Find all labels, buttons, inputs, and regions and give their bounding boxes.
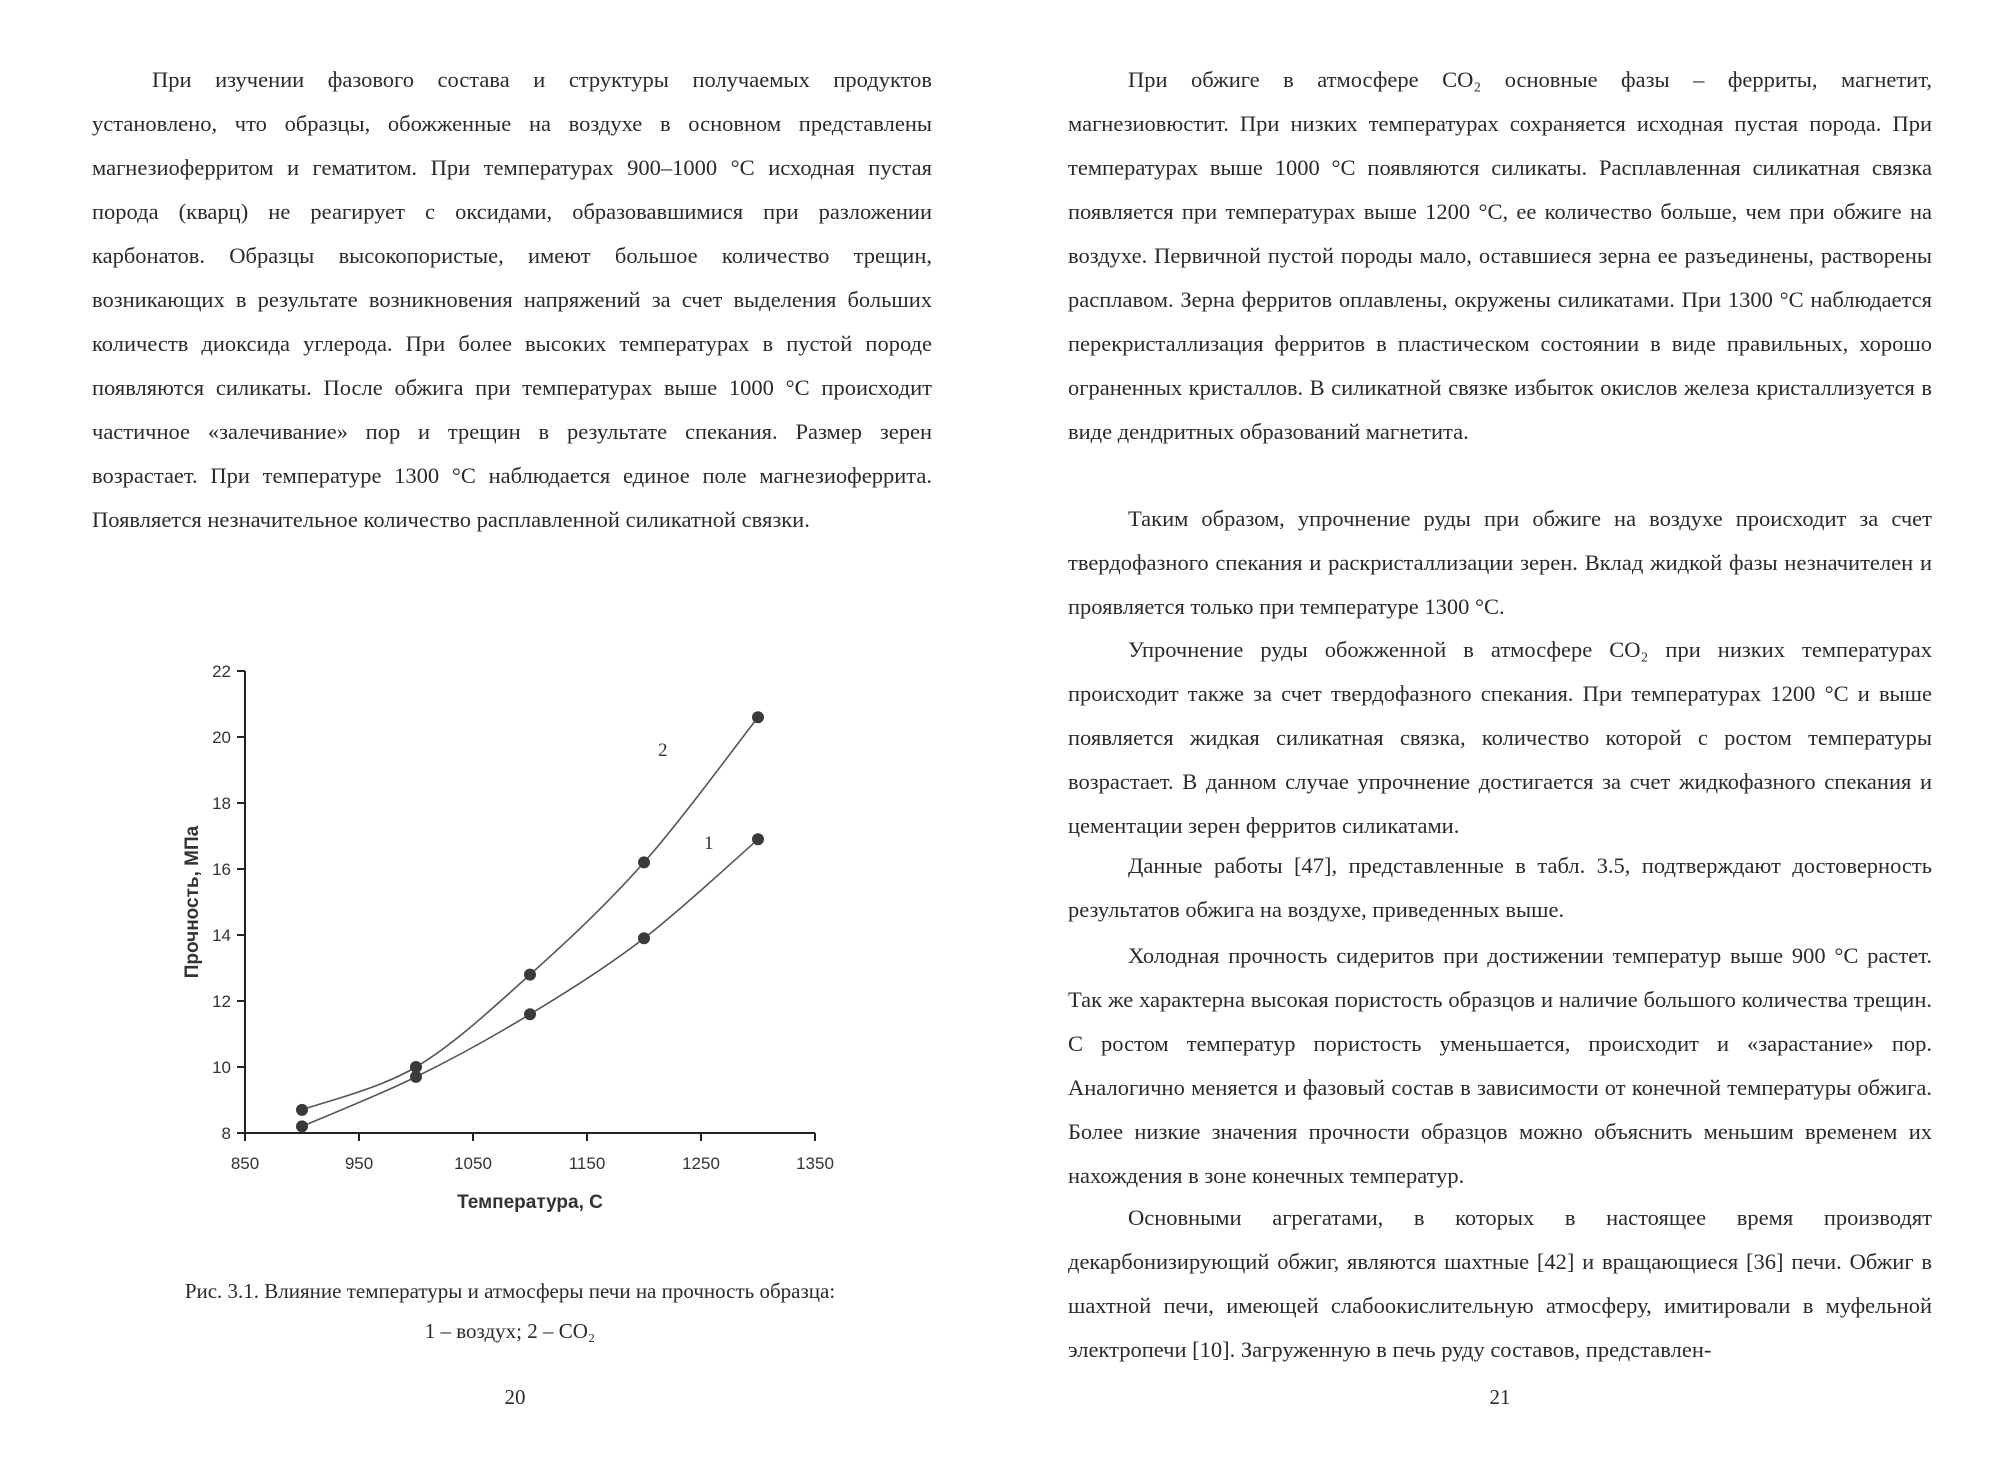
right-page xyxy=(1000,0,2000,1474)
x-tick-label: 850 xyxy=(230,1154,260,1173)
x-tick-label: 1250 xyxy=(682,1154,720,1173)
right-paragraph-4: Данные работы [47], представленные в табл. 3.5, подтверждают достоверность результатов обжига на воздухе, приведенных выше. xyxy=(1068,853,1932,922)
y-tick-label: 14 xyxy=(212,926,231,945)
x-axis-label: Температура, С xyxy=(457,1192,603,1213)
right-paragraph-3: Упрочнение руды обожженной в атмосфере CO₂ при низких температурах происходит также за счет твердофазного спекания. При температурах 1200 °С и выше появляется жидкая силикатная связка, количество которой с ростом температуры возрастает. В данном случае упрочнение достигается за счет жидкофазного спекания и цементации зерен ферритов силикатами. xyxy=(1068,637,1932,838)
right-paragraph-5: Холодная прочность сидеритов при достижении температур выше 900 °С растет. Так же характерна высокая пористость образцов и наличие большого количества трещин. С ростом температур пористость уменьшается, происходит и «зарастание» пор. Аналогично меняется и фазовый состав в зависимости от конечной температуры обжига. Более низкие значения прочности образцов можно объяснить меньшим временем их нахождения в зоне конечных температур. xyxy=(1068,943,1932,1188)
y-tick-label: 16 xyxy=(212,860,231,879)
page-number-right: 21 xyxy=(1489,1385,1511,1409)
y-tick-label: 20 xyxy=(212,728,231,747)
x-tick-label: 1050 xyxy=(454,1154,492,1173)
y-tick-label: 10 xyxy=(212,1058,231,1077)
x-tick-label: 1350 xyxy=(796,1154,834,1173)
caption-line-1: Рис. 3.1. Влияние температуры и атмосферы печи на прочность образца: xyxy=(184,1279,836,1303)
left-paragraph-1: При изучении фазового состава и структуры получаемых продуктов установлено, что образцы, обожженные на воздухе в основном представлены магнезиоферритом и гематитом. При температурах 900–1000 °С исходная пустая порода (кварц) не реагирует с оксидами, образовавшимися при разложении карбонатов. Образцы высокопористые, имеют большое количество трещин, возникающих в результате возникновения напряжений за счет выделения больших количеств диоксида углерода. При более высоких температурах в пустой породе появляются силикаты. После обжига при температурах выше 1000 °С происходит частичное «залечивание» пор и трещин в результате спекания. Размер зерен возрастает. При температуре 1300 °С наблюдается единое поле магнезиоферрита. Появляется незначительное количество расплавленной силикатной связки. xyxy=(92,67,932,532)
x-tick-label: 950 xyxy=(344,1154,374,1173)
x-tick-label: 1150 xyxy=(568,1154,606,1173)
right-paragraph-1: При обжиге в атмосфере CO₂ основные фазы – ферриты, магнетит, магнезиовюстит. При низких температурах сохраняется исходная пустая порода. При температурах выше 1000 °С появляются силикаты. Расплавленная силикатная связка появляется при температурах выше 1200 °С, ее количество больше, чем при обжиге на воздухе. Первичной пустой породы мало, оставшиеся зерна ее разъединены, растворены расплавом. Зерна ферритов оплавлены, окружены силикатами. При 1300 °С наблюдается перекристаллизация ферритов в пластическом состоянии в виде правильных, хорошо ограненных кристаллов. В силикатной связке избыток окислов железа кристаллизуется в виде дендритных образований магнетита. xyxy=(1068,67,1932,444)
y-tick-label: 22 xyxy=(212,662,231,681)
y-tick-label: 18 xyxy=(212,794,231,813)
series-1-label: 1 xyxy=(704,833,714,854)
y-tick-label: 8 xyxy=(221,1124,231,1143)
right-paragraph-6: Основными агрегатами, в которых в настоящее время производят декарбонизирующий обжиг, являются шахтные [42] и вращающиеся [36] печи. Обжиг в шахтной печи, имеющей слабоокислительную атмосферу, имитировали в муфельной электропечи [10]. Загруженную в печь руду составов, представлен- xyxy=(1068,1205,1932,1362)
page-number-left: 20 xyxy=(504,1385,526,1409)
caption-line-2: 1 – воздух; 2 – CO₂ xyxy=(424,1319,596,1343)
right-paragraph-2: Таким образом, упрочнение руды при обжиге на воздухе происходит за счет твердофазного спекания и раскристаллизации зерен. Вклад жидкой фазы незначителен и проявляется только при температуре 1300 °С. xyxy=(1068,506,1932,619)
y-tick-label: 12 xyxy=(212,992,231,1011)
series-2-label: 2 xyxy=(658,740,668,761)
y-axis-label: Прочность, МПа xyxy=(182,825,203,979)
figure-caption xyxy=(100,1271,920,1351)
